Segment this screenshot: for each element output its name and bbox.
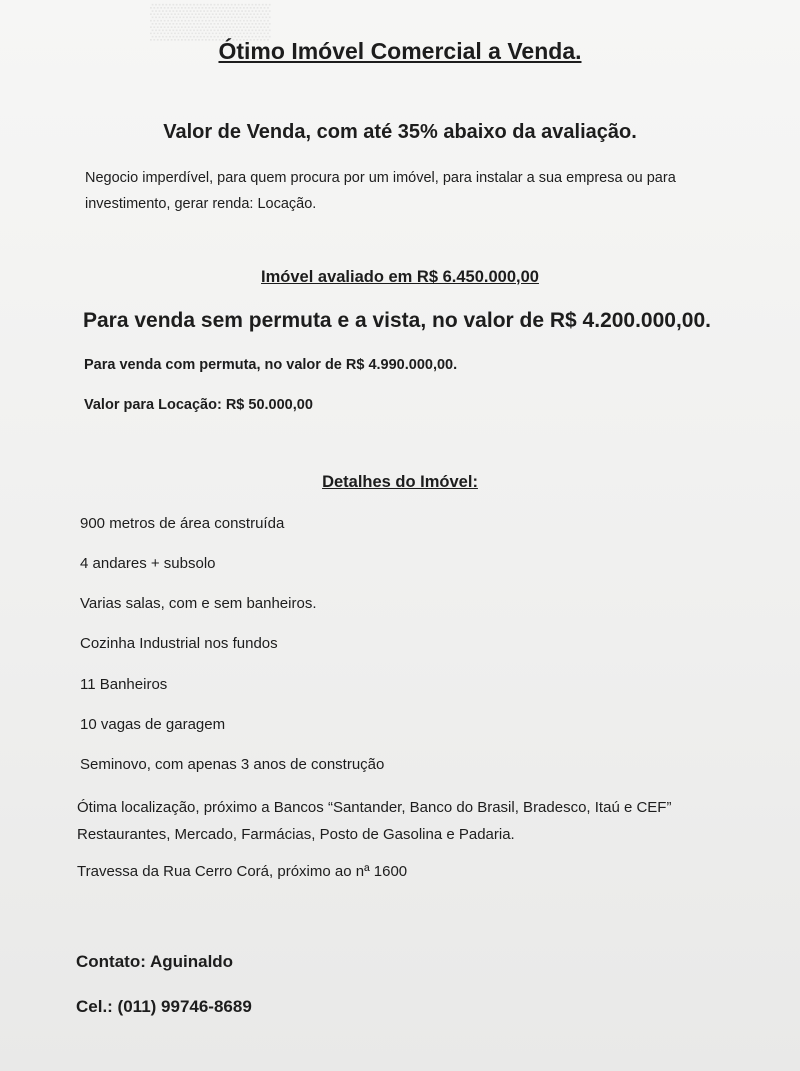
detail-item: Cozinha Industrial nos fundos [80, 635, 278, 652]
detail-item: Varias salas, com e sem banheiros. [80, 595, 317, 612]
detail-item-location: Ótima localização, próximo a Bancos “Santander, Banco do Brasil, Bradesco, Itaú e CEF” Restaurantes, Mercado, Farmácias, Posto de Gasolina e Padaria. [77, 799, 672, 843]
subtitle: Valor de Venda, com até 35% abaixo da avaliação. [163, 121, 637, 143]
contact-name: Contato: Aguinaldo [76, 952, 234, 971]
detail-item: 4 andares + subsolo [80, 555, 216, 572]
detail-item-address: Travessa da Rua Cerro Corá, próximo ao nª 1600 [77, 863, 408, 880]
bleed-through-decoration: ▒▒▒▒▒ [150, 2, 271, 40]
sale-swap-price: Para venda com permuta, no valor de R$ 4.990.000,00. [84, 357, 458, 373]
rent-value: Valor para Locação: R$ 50.000,00 [84, 397, 313, 413]
detail-item: 10 vagas de garagem [80, 716, 226, 733]
detail-item: 11 Banheiros [80, 676, 168, 693]
intro-paragraph: Negocio imperdível, para quem procura por um imóvel, para instalar a sua empresa ou para investimento, gerar renda: Locação. [85, 170, 676, 212]
detail-item: Seminovo, com apenas 3 anos de construção [80, 756, 385, 773]
sale-cash-price: Para venda sem permuta e a vista, no valor de R$ 4.200.000,00. [83, 309, 712, 332]
page-title: Ótimo Imóvel Comercial a Venda. [218, 38, 582, 64]
appraised-value: Imóvel avaliado em R$ 6.450.000,00 [261, 268, 539, 286]
details-heading: Detalhes do Imóvel: [322, 473, 478, 491]
detail-item: 900 metros de área construída [80, 515, 285, 532]
contact-phone: Cel.: (011) 99746-8689 [76, 997, 252, 1016]
